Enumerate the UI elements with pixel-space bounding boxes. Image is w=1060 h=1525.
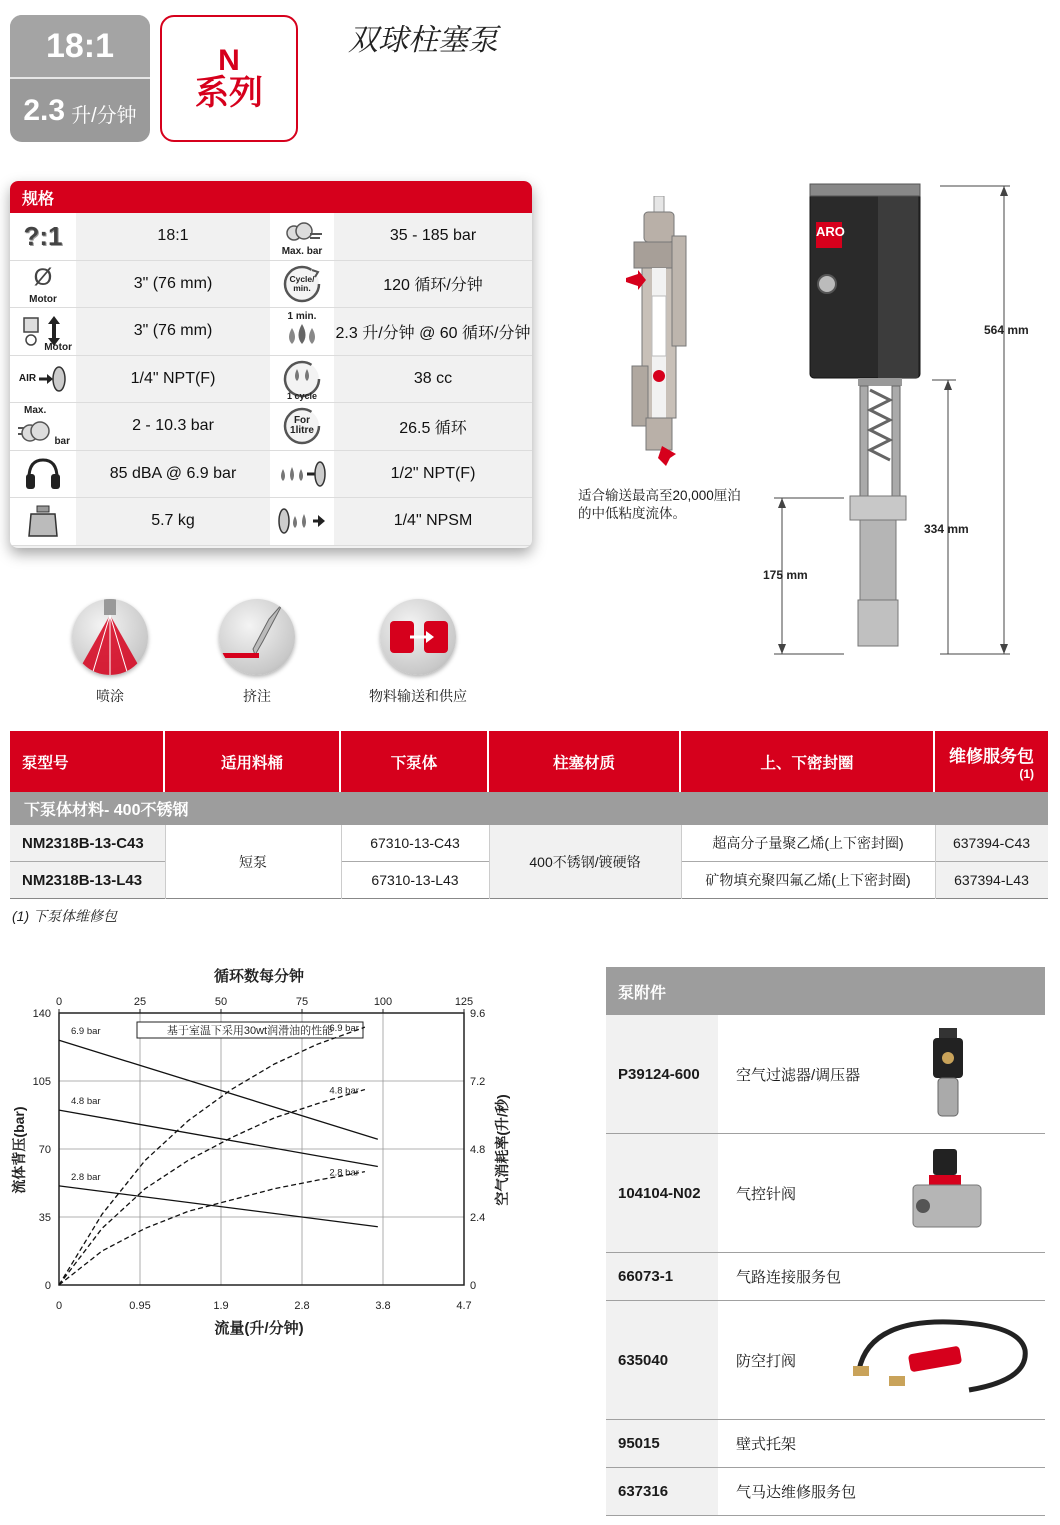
pump-assembly-illustration xyxy=(760,180,1040,660)
series-label: 4.8 bar xyxy=(71,1096,101,1108)
bar-label: bar xyxy=(54,435,70,447)
chart-ticks xyxy=(33,996,486,1312)
for-litre-icon xyxy=(270,403,334,451)
accessory-part-number: 66073-1 xyxy=(606,1253,718,1300)
ratio-icon-label: ?:1 xyxy=(23,220,63,251)
y-left-tick-label: 0 xyxy=(44,1280,51,1292)
dim-total: 564 mm xyxy=(984,323,1029,337)
spec-card xyxy=(10,181,532,548)
spec-value: 2 - 10.3 bar xyxy=(76,403,270,451)
y-right-tick-label: 2.4 xyxy=(470,1212,486,1224)
series-label: 4.8 bar xyxy=(329,1085,359,1097)
models-table xyxy=(10,731,1048,899)
series-label: 2.8 bar xyxy=(329,1167,359,1179)
lower-number: 67310-13-L43 xyxy=(371,872,459,888)
spec-value: 120 循环/分钟 xyxy=(334,261,532,309)
models-table-body xyxy=(10,825,1048,899)
y-axis-right-label: 空气消耗率(升/秒) xyxy=(494,1094,510,1206)
spec-value: 1/4" NPSM xyxy=(334,498,532,546)
stroke-motor-icon xyxy=(10,308,76,356)
accessory-row xyxy=(606,1015,1045,1134)
flow-unit: 升/分钟 xyxy=(71,105,137,127)
col-kit-label: 维修服务包 xyxy=(949,747,1034,766)
series-letter: N xyxy=(218,43,240,77)
seal-material: 超高分子量聚乙烯(上下密封圈) xyxy=(712,835,904,851)
dim-tube: 175 mm xyxy=(763,568,808,582)
air-inlet-icon xyxy=(10,356,76,404)
accessory-description: 壁式托架 xyxy=(736,1436,797,1453)
diameter-symbol-icon: Ø xyxy=(33,263,53,291)
top-tick-label: 25 xyxy=(133,996,147,1008)
max-bar-label: Max. bar xyxy=(281,245,323,257)
cycle-min-label: Cycle/ min. xyxy=(289,274,315,293)
ratio-value: 18:1 xyxy=(10,15,150,79)
series-label: 6.9 bar xyxy=(71,1026,101,1038)
spray-icon xyxy=(72,599,148,675)
accessory-part-number: 637316 xyxy=(606,1468,718,1515)
page-title: 双球柱塞泵 xyxy=(348,23,498,58)
transfer-icon xyxy=(380,599,456,675)
pump-note: 适合输送最高至20,000厘泊的中低粘度流体。 xyxy=(578,488,741,521)
y-left-tick-label: 35 xyxy=(38,1212,51,1224)
y-right-tick-label: 4.8 xyxy=(470,1144,486,1156)
chart-title: 循环数每分钟 xyxy=(213,968,305,985)
app-label-transfer: 物料输送和供应 xyxy=(369,688,467,704)
accessory-row xyxy=(606,1420,1045,1468)
series-label: 2.8 bar xyxy=(71,1171,101,1183)
accessory-row xyxy=(606,1134,1045,1253)
air-label: AIR xyxy=(18,373,37,385)
kit-number: 637394-L43 xyxy=(954,872,1029,888)
col-drum: 适用料桶 xyxy=(165,731,341,792)
weight-icon xyxy=(10,498,76,546)
col-kit xyxy=(935,731,1048,792)
spec-value: 3" (76 mm) xyxy=(76,261,270,309)
filter-regulator-image xyxy=(931,1015,965,1133)
series-badge xyxy=(160,15,298,142)
one-min-label: 1 min. xyxy=(287,311,317,322)
plunger-material: 400不锈钢/镀硬铬 xyxy=(529,854,641,870)
series-word: 系列 xyxy=(195,74,263,113)
one-cycle-icon xyxy=(270,356,334,404)
footnote: (1) 下泵体维修包 xyxy=(12,908,117,924)
accessory-row xyxy=(606,1253,1045,1301)
top-tick-label: 125 xyxy=(454,996,474,1008)
y-left-tick-label: 105 xyxy=(32,1076,51,1088)
y-axis-left-label: 流体背压(bar) xyxy=(11,1106,27,1194)
brand-logo: ARO xyxy=(816,224,845,239)
accessory-part-number: 104104-N02 xyxy=(606,1134,718,1252)
accessory-description: 防空打阀 xyxy=(736,1352,797,1370)
performance-chart xyxy=(0,955,540,1350)
max-label: Max. xyxy=(24,405,47,416)
spec-value: 5.7 kg xyxy=(76,498,270,546)
flow-value: 2.3 xyxy=(23,93,66,127)
app-label-spray: 喷涂 xyxy=(96,688,124,704)
ratio-badge xyxy=(10,15,150,142)
accessory-row xyxy=(606,1468,1045,1516)
chart-grid xyxy=(59,1013,464,1285)
seal-material: 矿物填充聚四氟乙烯(上下密封圈) xyxy=(705,872,911,888)
accessory-part-number: 635040 xyxy=(606,1301,718,1419)
kit-number: 637394-C43 xyxy=(952,835,1031,851)
top-tick-label: 100 xyxy=(373,996,393,1008)
top-tick-label: 50 xyxy=(214,996,228,1008)
one-min-icon xyxy=(270,308,334,356)
col-plunger: 柱塞材质 xyxy=(489,731,681,792)
max-air-icon xyxy=(10,403,76,451)
motor-diameter-icon xyxy=(10,261,76,309)
col-seals: 上、下密封圈 xyxy=(681,731,935,792)
model-number: NM2318B-13-L43 xyxy=(22,871,143,889)
accessory-description: 气马达维修服务包 xyxy=(736,1484,857,1501)
air-consumption-line xyxy=(59,1172,365,1285)
spec-value: 38 cc xyxy=(334,356,532,404)
for-litre-label: For 1litre xyxy=(290,415,314,437)
spec-value: 18:1 xyxy=(76,213,270,261)
y-right-tick-label: 0 xyxy=(470,1280,477,1292)
accessories-title: 泵附件 xyxy=(606,967,1045,1015)
y-right-tick-label: 9.6 xyxy=(470,1008,486,1020)
col-model: 泵型号 xyxy=(10,731,165,792)
spec-value: 35 - 185 bar xyxy=(334,213,532,261)
pressure-line xyxy=(59,1186,378,1227)
pressure-line xyxy=(59,1110,378,1166)
x-axis-label: 流量(升/分钟) xyxy=(214,1320,304,1337)
model-number: NM2318B-13-C43 xyxy=(22,834,144,852)
col-kit-note: (1) xyxy=(1019,767,1034,781)
one-cycle-label: 1 cycle xyxy=(286,391,318,401)
annotation-text: 基于室温下采用30wt润滑油的性能 xyxy=(166,1025,334,1037)
x-tick-label: 0 xyxy=(55,1300,63,1312)
top-tick-label: 0 xyxy=(55,996,63,1008)
dim-lower: 334 mm xyxy=(924,522,969,536)
accessory-row xyxy=(606,1301,1045,1420)
lower-number: 67310-13-C43 xyxy=(370,835,460,851)
x-tick-label: 0.95 xyxy=(129,1300,151,1312)
cycle-min-icon xyxy=(270,261,334,309)
spec-title: 规格 xyxy=(10,181,532,213)
spec-value: 1/4" NPT(F) xyxy=(76,356,270,404)
spec-value: 26.5 循环 xyxy=(334,403,532,451)
accessory-part-number: 95015 xyxy=(606,1420,718,1467)
col-lower: 下泵体 xyxy=(341,731,489,792)
ratio-icon xyxy=(10,213,76,261)
accessory-description: 气控针阀 xyxy=(736,1185,797,1203)
spec-value: 1/2" NPT(F) xyxy=(334,451,532,499)
series-label: 6.9 bar xyxy=(329,1023,359,1035)
models-section: 下泵体材料- 400不锈钢 xyxy=(10,792,1048,825)
fluid-outlet-icon xyxy=(270,451,334,499)
drum-type: 短泵 xyxy=(239,854,267,870)
extrude-icon xyxy=(219,599,295,675)
accessory-description: 空气过滤器/调压器 xyxy=(736,1066,861,1084)
fluid-inlet-icon xyxy=(270,498,334,546)
spec-value: 2.3 升/分钟 @ 60 循环/分钟 xyxy=(334,308,532,356)
spec-grid xyxy=(10,213,532,546)
needle-valve-image xyxy=(909,1134,985,1252)
max-bar-icon xyxy=(270,213,334,261)
x-tick-label: 2.8 xyxy=(294,1300,310,1312)
headphones-icon xyxy=(10,451,76,499)
runaway-valve-image xyxy=(849,1301,1039,1419)
spec-value: 85 dBA @ 6.9 bar xyxy=(76,451,270,499)
accessory-part-number: P39124-600 xyxy=(606,1015,718,1133)
flow-value-row xyxy=(10,79,150,142)
y-left-tick-label: 70 xyxy=(38,1144,51,1156)
top-tick-label: 75 xyxy=(295,996,309,1008)
models-table-header xyxy=(10,731,1048,792)
x-tick-label: 3.8 xyxy=(375,1300,391,1312)
app-label-extrude: 挤注 xyxy=(243,688,271,704)
y-left-tick-label: 140 xyxy=(32,1008,51,1020)
accessory-description: 气路连接服务包 xyxy=(736,1269,842,1286)
accessories-table xyxy=(606,967,1045,1516)
pump-cutaway-illustration xyxy=(614,196,704,468)
stroke-motor-label: Motor xyxy=(44,341,72,353)
x-tick-label: 1.9 xyxy=(213,1300,229,1312)
chart-series xyxy=(59,1023,378,1285)
motor-label: Motor xyxy=(29,294,57,305)
y-right-tick-label: 7.2 xyxy=(470,1076,486,1088)
spec-value: 3" (76 mm) xyxy=(76,308,270,356)
x-tick-label: 4.7 xyxy=(456,1300,472,1312)
